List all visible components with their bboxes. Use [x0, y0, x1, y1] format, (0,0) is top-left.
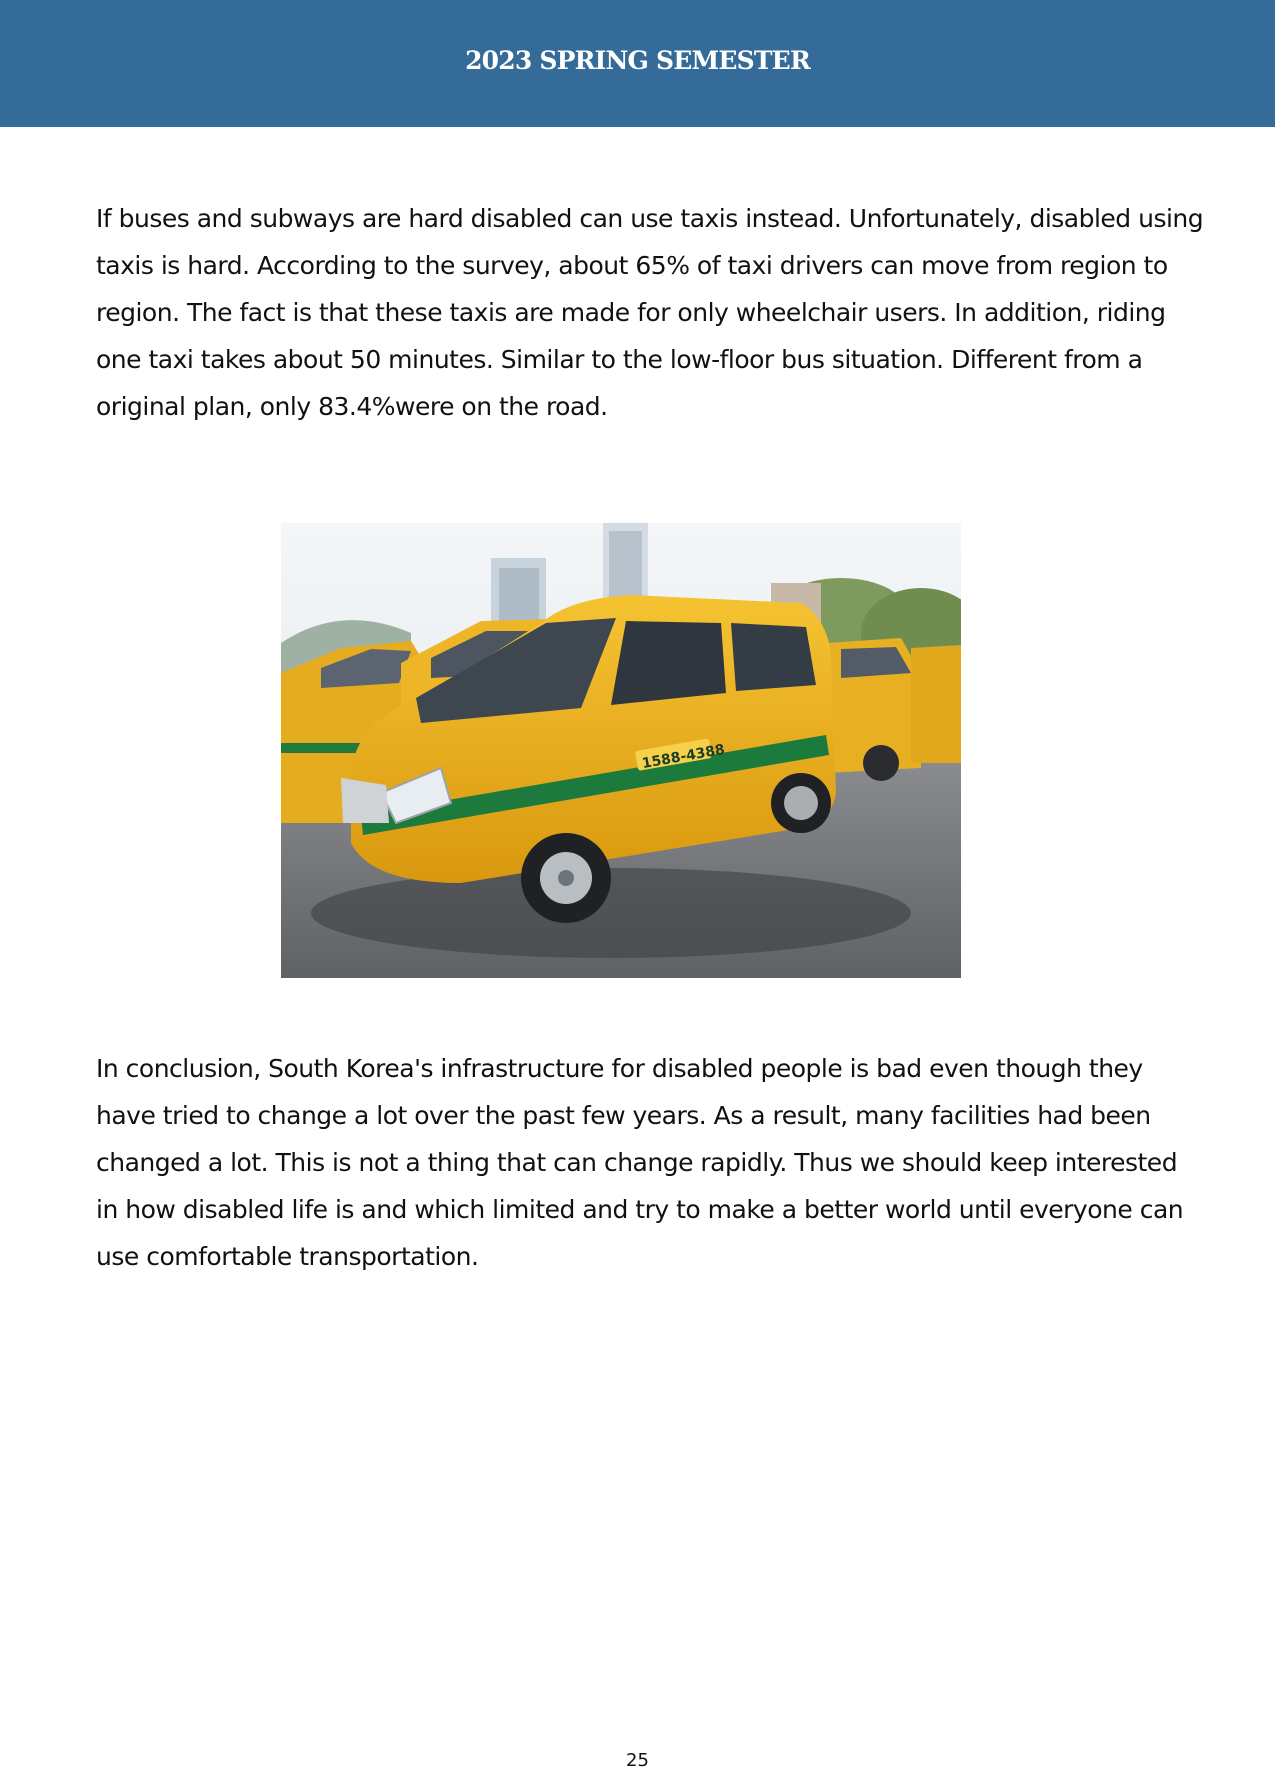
- header-title: 2023 SPRING SEMESTER: [465, 46, 810, 75]
- page-number: 25: [626, 1750, 649, 1771]
- body-paragraph-taxis: If buses and subways are hard disabled can use taxis instead. Unfortunately, disabled using taxis is hard. According to the survey, about 65% of taxi drivers can move from region to region. The fact is that these taxis are made for only wheelchair users. In addition, riding one taxi takes about 50 minutes. Similar to the low-floor bus situation. Different from a original plan, only 83.4%were on the road.: [96, 204, 1204, 421]
- page-header: [0, 0, 1275, 127]
- body-paragraph-conclusion: In conclusion, South Korea's infrastructure for disabled people is bad even though they have tried to change a lot over the past few years. As a result, many facilities had been changed a lot. This is not a thing that can change rapidly. Thus we should keep interested in how disabled life is and which limited and try to make a better world until everyone can use comfortable transportation.: [96, 1054, 1184, 1271]
- background-taxis-right: [826, 638, 961, 781]
- van-phone-number: 1588-4388: [640, 741, 727, 773]
- taxi-photo: [281, 523, 961, 978]
